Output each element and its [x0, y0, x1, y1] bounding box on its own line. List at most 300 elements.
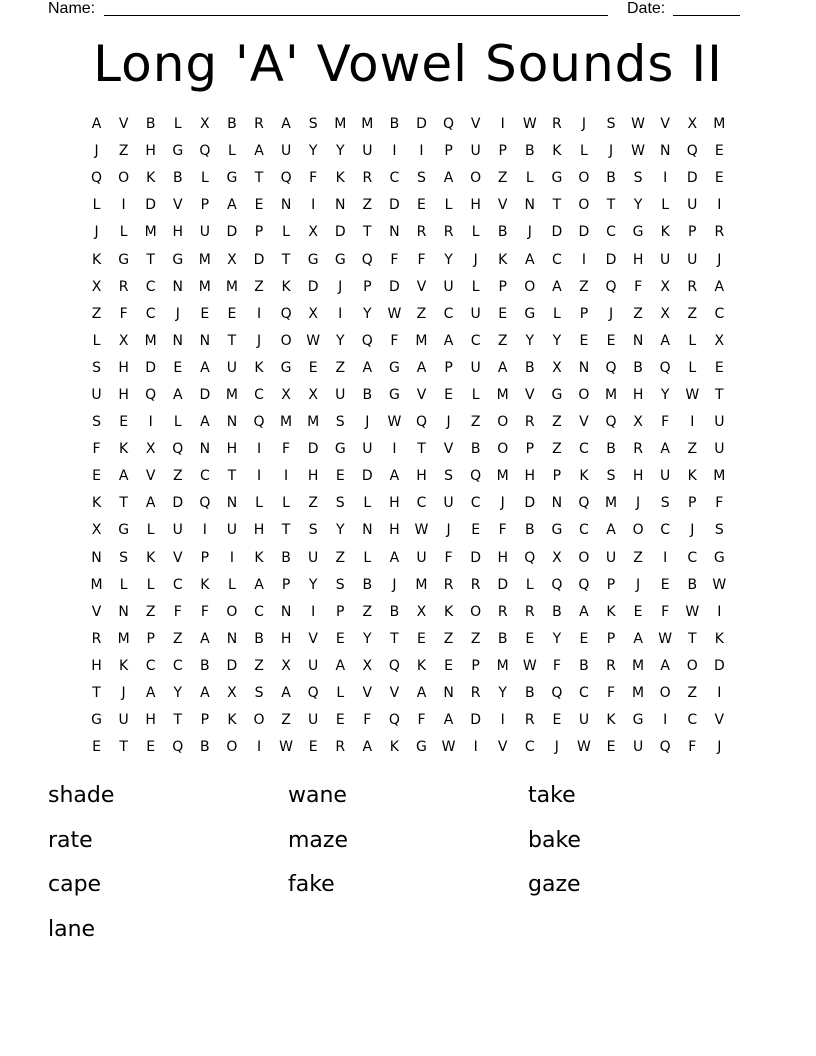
grid-cell[interactable]: P [606, 576, 616, 593]
grid-cell[interactable]: X [633, 414, 643, 431]
grid-cell[interactable]: A [416, 359, 427, 376]
grid-cell[interactable]: L [471, 386, 480, 403]
grid-cell[interactable]: T [281, 251, 291, 268]
grid-cell[interactable]: R [524, 414, 535, 431]
grid-cell[interactable]: C [579, 441, 589, 458]
grid-cell[interactable]: K [687, 468, 697, 485]
grid-cell[interactable]: E [308, 359, 318, 376]
grid-cell[interactable]: J [717, 251, 722, 268]
grid-cell[interactable]: F [390, 251, 399, 268]
grid-cell[interactable]: E [417, 630, 426, 647]
grid-cell[interactable]: B [687, 576, 698, 593]
grid-cell[interactable]: I [229, 549, 234, 566]
grid-cell[interactable]: L [363, 549, 372, 566]
grid-cell[interactable]: F [390, 332, 399, 349]
grid-cell[interactable]: Z [362, 603, 373, 620]
grid-cell[interactable]: C [551, 251, 562, 268]
grid-cell[interactable]: V [362, 685, 373, 702]
grid-cell[interactable]: I [311, 603, 316, 620]
grid-cell[interactable]: T [227, 468, 237, 485]
grid-cell[interactable]: A [443, 170, 454, 187]
grid-cell[interactable]: M [713, 116, 726, 133]
grid-cell[interactable]: M [144, 332, 157, 349]
grid-cell[interactable]: D [226, 657, 238, 674]
grid-cell[interactable]: N [226, 630, 238, 647]
grid-cell[interactable]: J [608, 143, 614, 160]
grid-cell[interactable]: Q [443, 116, 455, 133]
grid-cell[interactable]: N [443, 685, 454, 702]
grid-cell[interactable]: A [227, 197, 237, 214]
grid-cell[interactable]: Z [308, 495, 318, 512]
grid-cell[interactable]: J [365, 414, 370, 431]
grid-cell[interactable]: N [659, 143, 671, 160]
grid-cell[interactable]: Y [363, 305, 372, 322]
grid-cell[interactable]: A [389, 549, 400, 566]
grid-cell[interactable]: Q [172, 739, 184, 756]
grid-cell[interactable]: R [335, 739, 346, 756]
grid-cell[interactable]: D [307, 278, 319, 295]
grid-cell[interactable]: Q [307, 685, 319, 702]
grid-cell[interactable]: J [636, 495, 641, 512]
grid-cell[interactable]: O [497, 441, 509, 458]
grid-cell[interactable]: K [416, 657, 427, 674]
grid-cell[interactable]: Q [280, 305, 292, 322]
grid-cell[interactable]: S [606, 468, 616, 485]
grid-cell[interactable]: U [660, 251, 671, 268]
grid-cell[interactable]: R [524, 603, 535, 620]
grid-cell[interactable]: G [524, 305, 536, 322]
grid-cell[interactable]: R [606, 657, 616, 674]
grid-cell[interactable]: R [91, 630, 102, 647]
grid-cell[interactable]: K [227, 712, 237, 729]
grid-cell[interactable]: W [387, 305, 402, 322]
grid-cell[interactable]: D [172, 495, 184, 512]
grid-cell[interactable]: P [200, 549, 210, 566]
grid-cell[interactable]: J [527, 224, 532, 241]
grid-cell[interactable]: E [606, 739, 616, 756]
grid-cell[interactable]: S [714, 522, 724, 539]
grid-cell[interactable]: J [690, 522, 695, 539]
grid-cell[interactable]: S [444, 468, 453, 485]
grid-cell[interactable]: X [552, 549, 562, 566]
grid-cell[interactable]: F [688, 739, 697, 756]
grid-cell[interactable]: A [579, 603, 589, 620]
grid-cell[interactable]: A [145, 685, 156, 702]
grid-cell[interactable]: G [551, 170, 563, 187]
grid-cell[interactable]: H [253, 522, 265, 539]
grid-cell[interactable]: E [714, 359, 724, 376]
grid-cell[interactable]: M [144, 224, 157, 241]
grid-cell[interactable]: Q [686, 143, 698, 160]
grid-cell[interactable]: K [606, 603, 616, 620]
grid-cell[interactable]: O [578, 549, 590, 566]
grid-cell[interactable]: O [470, 603, 482, 620]
grid-cell[interactable]: W [631, 116, 646, 133]
grid-cell[interactable]: P [471, 657, 480, 674]
grid-cell[interactable]: E [579, 332, 589, 349]
grid-cell[interactable]: T [715, 386, 724, 403]
grid-cell[interactable]: X [362, 657, 373, 674]
grid-cell[interactable]: K [606, 712, 616, 729]
grid-cell[interactable]: Z [416, 305, 427, 322]
grid-cell[interactable]: B [145, 116, 156, 133]
grid-cell[interactable]: Y [308, 576, 318, 593]
grid-cell[interactable]: U [416, 549, 427, 566]
grid-cell[interactable]: F [417, 251, 426, 268]
grid-cell[interactable]: I [663, 712, 668, 729]
grid-cell[interactable]: T [417, 441, 426, 458]
grid-cell[interactable]: Z [335, 549, 346, 566]
grid-cell[interactable]: J [717, 739, 722, 756]
grid-cell[interactable]: E [227, 305, 237, 322]
grid-cell[interactable]: N [280, 197, 292, 214]
grid-cell[interactable]: K [335, 170, 345, 187]
grid-cell[interactable]: D [713, 657, 725, 674]
grid-cell[interactable]: L [92, 332, 101, 349]
grid-cell[interactable]: H [118, 359, 129, 376]
grid-cell[interactable]: B [497, 224, 508, 241]
grid-cell[interactable]: Z [172, 468, 183, 485]
grid-cell[interactable]: Y [660, 386, 670, 403]
grid-cell[interactable]: S [308, 116, 318, 133]
grid-cell[interactable]: E [335, 468, 345, 485]
grid-cell[interactable]: T [146, 251, 155, 268]
grid-cell[interactable]: S [92, 359, 101, 376]
grid-cell[interactable]: A [525, 251, 535, 268]
grid-cell[interactable]: Y [173, 685, 183, 702]
grid-cell[interactable]: U [578, 712, 590, 729]
grid-cell[interactable]: V [416, 386, 427, 403]
grid-cell[interactable]: I [500, 712, 505, 729]
grid-cell[interactable]: D [497, 576, 509, 593]
grid-cell[interactable]: A [660, 332, 670, 349]
grid-cell[interactable]: Z [172, 630, 183, 647]
grid-cell[interactable]: U [687, 251, 698, 268]
grid-cell[interactable]: M [604, 386, 618, 403]
grid-cell[interactable]: A [281, 116, 291, 133]
grid-cell[interactable]: L [525, 576, 534, 593]
grid-cell[interactable]: U [714, 441, 725, 458]
grid-cell[interactable]: Y [335, 143, 345, 160]
grid-cell[interactable]: M [198, 278, 211, 295]
grid-cell[interactable]: D [524, 495, 536, 512]
grid-cell[interactable]: Y [525, 332, 535, 349]
grid-cell[interactable]: L [688, 359, 697, 376]
grid-cell[interactable]: C [579, 522, 589, 539]
grid-cell[interactable]: A [443, 332, 454, 349]
grid-cell[interactable]: E [444, 657, 453, 674]
grid-cell[interactable]: Z [497, 170, 508, 187]
grid-cell[interactable]: G [118, 522, 130, 539]
grid-cell[interactable]: U [199, 224, 210, 241]
grid-cell[interactable]: Z [362, 197, 373, 214]
grid-cell[interactable]: V [497, 739, 508, 756]
grid-cell[interactable]: O [226, 739, 238, 756]
grid-cell[interactable]: P [444, 143, 453, 160]
grid-cell[interactable]: M [496, 657, 509, 674]
grid-cell[interactable]: T [119, 739, 128, 756]
grid-cell[interactable]: I [663, 170, 668, 187]
grid-cell[interactable]: X [416, 603, 427, 620]
grid-cell[interactable]: R [416, 224, 427, 241]
grid-cell[interactable]: R [497, 603, 508, 620]
grid-cell[interactable]: Y [552, 630, 562, 647]
grid-cell[interactable]: G [307, 251, 319, 268]
grid-cell[interactable]: K [660, 224, 670, 241]
grid-cell[interactable]: P [498, 278, 507, 295]
grid-cell[interactable]: K [146, 170, 156, 187]
grid-cell[interactable]: E [146, 739, 156, 756]
grid-cell[interactable]: J [473, 251, 478, 268]
grid-cell[interactable]: A [660, 441, 670, 458]
grid-cell[interactable]: A [606, 522, 616, 539]
grid-cell[interactable]: Y [552, 332, 562, 349]
grid-cell[interactable]: A [416, 685, 427, 702]
grid-cell[interactable]: G [388, 386, 400, 403]
grid-cell[interactable]: B [524, 522, 535, 539]
grid-cell[interactable]: H [280, 630, 292, 647]
grid-cell[interactable]: V [145, 468, 156, 485]
grid-cell[interactable]: B [281, 549, 291, 566]
grid-cell[interactable]: H [632, 386, 644, 403]
grid-cell[interactable]: B [172, 170, 183, 187]
grid-cell[interactable]: E [200, 305, 210, 322]
grid-cell[interactable]: I [392, 143, 397, 160]
grid-cell[interactable]: Z [470, 414, 481, 431]
grid-cell[interactable]: C [470, 332, 481, 349]
grid-cell[interactable]: Q [91, 170, 103, 187]
grid-cell[interactable]: T [552, 197, 562, 214]
grid-cell[interactable]: M [632, 685, 645, 702]
grid-cell[interactable]: X [308, 224, 318, 241]
grid-cell[interactable]: U [308, 549, 319, 566]
grid-cell[interactable]: Q [280, 170, 292, 187]
grid-cell[interactable]: Q [199, 143, 211, 160]
grid-cell[interactable]: L [146, 522, 155, 539]
grid-cell[interactable]: H [91, 657, 102, 674]
grid-cell[interactable]: M [334, 116, 347, 133]
grid-cell[interactable]: E [254, 197, 264, 214]
grid-cell[interactable]: Y [444, 251, 453, 268]
grid-cell[interactable]: V [389, 685, 400, 702]
grid-cell[interactable]: I [500, 116, 505, 133]
grid-cell[interactable]: Z [470, 630, 481, 647]
grid-cell[interactable]: I [121, 197, 126, 214]
grid-cell[interactable]: I [148, 414, 153, 431]
grid-cell[interactable]: G [632, 712, 644, 729]
grid-cell[interactable]: L [173, 116, 182, 133]
grid-cell[interactable]: B [552, 603, 562, 620]
grid-cell[interactable]: A [172, 386, 183, 403]
grid-cell[interactable]: M [632, 657, 645, 674]
grid-cell[interactable]: X [281, 386, 291, 403]
grid-cell[interactable]: A [200, 359, 210, 376]
grid-cell[interactable]: R [254, 116, 264, 133]
grid-cell[interactable]: N [632, 332, 644, 349]
grid-cell[interactable]: S [606, 116, 616, 133]
grid-cell[interactable]: M [713, 468, 726, 485]
grid-cell[interactable]: N [280, 603, 292, 620]
grid-cell[interactable]: H [632, 251, 644, 268]
grid-cell[interactable]: U [91, 386, 102, 403]
grid-cell[interactable]: L [119, 576, 128, 593]
grid-cell[interactable]: E [308, 739, 318, 756]
grid-cell[interactable]: J [392, 576, 397, 593]
grid-cell[interactable]: Q [172, 441, 184, 458]
grid-cell[interactable]: D [470, 712, 482, 729]
grid-cell[interactable]: C [687, 549, 698, 566]
grid-cell[interactable]: N [335, 197, 346, 214]
grid-cell[interactable]: I [202, 522, 207, 539]
grid-cell[interactable]: H [497, 549, 508, 566]
grid-cell[interactable]: K [91, 251, 102, 268]
grid-cell[interactable]: U [226, 359, 238, 376]
grid-cell[interactable]: P [498, 143, 507, 160]
grid-cell[interactable]: U [470, 143, 481, 160]
grid-cell[interactable]: L [200, 170, 209, 187]
grid-cell[interactable]: J [338, 278, 343, 295]
grid-cell[interactable]: P [444, 359, 453, 376]
grid-cell[interactable]: N [226, 414, 238, 431]
grid-cell[interactable]: W [414, 522, 429, 539]
grid-cell[interactable]: I [256, 468, 262, 485]
grid-cell[interactable]: P [579, 305, 589, 322]
grid-cell[interactable]: M [225, 278, 238, 295]
grid-cell[interactable]: O [578, 386, 590, 403]
grid-cell[interactable]: T [173, 712, 183, 729]
grid-cell[interactable]: Q [361, 251, 373, 268]
grid-cell[interactable]: T [363, 224, 372, 241]
grid-cell[interactable]: W [279, 739, 293, 756]
grid-cell[interactable]: B [524, 359, 535, 376]
grid-cell[interactable]: I [663, 549, 668, 566]
grid-cell[interactable]: S [119, 549, 129, 566]
grid-cell[interactable]: X [687, 116, 698, 133]
grid-cell[interactable]: N [362, 522, 373, 539]
grid-cell[interactable]: U [118, 712, 129, 729]
grid-cell[interactable]: I [717, 603, 722, 620]
grid-cell[interactable]: W [685, 386, 700, 403]
grid-cell[interactable]: B [497, 630, 508, 647]
grid-cell[interactable]: E [335, 630, 345, 647]
grid-cell[interactable]: C [145, 278, 156, 295]
grid-cell[interactable]: B [606, 170, 616, 187]
grid-cell[interactable]: Q [388, 712, 400, 729]
grid-cell[interactable]: P [688, 224, 697, 241]
grid-cell[interactable]: L [688, 332, 697, 349]
grid-cell[interactable]: K [119, 657, 129, 674]
grid-cell[interactable]: X [308, 386, 318, 403]
grid-cell[interactable]: X [91, 278, 102, 295]
grid-cell[interactable]: A [335, 657, 346, 674]
grid-cell[interactable]: D [578, 224, 590, 241]
grid-cell[interactable]: N [118, 603, 129, 620]
grid-cell[interactable]: D [470, 549, 482, 566]
grid-cell[interactable]: B [200, 657, 210, 674]
grid-cell[interactable]: L [282, 224, 290, 241]
grid-cell[interactable]: E [471, 522, 481, 539]
grid-cell[interactable]: C [714, 305, 725, 322]
grid-cell[interactable]: J [175, 305, 180, 322]
grid-cell[interactable]: X [227, 685, 237, 702]
grid-cell[interactable]: A [91, 116, 102, 133]
grid-cell[interactable]: A [714, 278, 725, 295]
grid-cell[interactable]: X [118, 332, 129, 349]
grid-cell[interactable]: I [419, 143, 424, 160]
grid-cell[interactable]: Q [659, 359, 671, 376]
grid-cell[interactable]: U [660, 468, 671, 485]
grid-cell[interactable]: V [714, 712, 725, 729]
grid-cell[interactable]: X [660, 305, 670, 322]
grid-cell[interactable]: T [119, 495, 128, 512]
grid-cell[interactable]: U [443, 495, 454, 512]
grid-cell[interactable]: S [254, 685, 264, 702]
grid-cell[interactable]: Y [633, 197, 643, 214]
grid-cell[interactable]: P [200, 712, 210, 729]
grid-cell[interactable]: A [281, 685, 291, 702]
grid-cell[interactable]: O [524, 278, 536, 295]
grid-cell[interactable]: I [338, 305, 343, 322]
grid-cell[interactable]: N [199, 332, 211, 349]
grid-cell[interactable]: R [470, 685, 481, 702]
grid-cell[interactable]: C [199, 468, 210, 485]
grid-cell[interactable]: F [552, 657, 561, 674]
grid-cell[interactable]: X [227, 251, 237, 268]
grid-cell[interactable]: J [446, 414, 451, 431]
grid-cell[interactable]: Z [687, 685, 698, 702]
grid-cell[interactable]: D [226, 224, 238, 241]
grid-cell[interactable]: U [335, 386, 346, 403]
grid-cell[interactable]: B [227, 116, 237, 133]
grid-cell[interactable]: Z [443, 630, 454, 647]
grid-cell[interactable]: K [119, 441, 129, 458]
grid-cell[interactable]: E [92, 468, 101, 485]
grid-cell[interactable]: P [525, 441, 535, 458]
grid-cell[interactable]: E [660, 576, 670, 593]
grid-cell[interactable]: V [416, 278, 427, 295]
grid-cell[interactable]: K [200, 576, 210, 593]
grid-cell[interactable]: I [392, 441, 397, 458]
grid-cell[interactable]: M [280, 414, 293, 431]
grid-cell[interactable]: K [443, 603, 454, 620]
grid-cell[interactable]: D [361, 468, 373, 485]
grid-cell[interactable]: F [200, 603, 209, 620]
grid-cell[interactable]: R [714, 224, 725, 241]
grid-cell[interactable]: O [632, 522, 644, 539]
grid-cell[interactable]: U [470, 305, 481, 322]
grid-cell[interactable]: Z [335, 359, 346, 376]
grid-cell[interactable]: D [389, 197, 400, 214]
grid-cell[interactable]: H [226, 441, 238, 458]
grid-cell[interactable]: Y [335, 522, 345, 539]
grid-cell[interactable]: B [362, 576, 373, 593]
grid-cell[interactable]: E [335, 712, 345, 729]
grid-cell[interactable]: J [581, 116, 587, 133]
grid-cell[interactable]: S [92, 414, 101, 431]
grid-cell[interactable]: Q [659, 739, 671, 756]
grid-cell[interactable]: A [200, 685, 210, 702]
grid-cell[interactable]: U [605, 549, 617, 566]
grid-cell[interactable]: V [91, 603, 102, 620]
grid-cell[interactable]: M [198, 251, 211, 268]
grid-cell[interactable]: G [713, 549, 725, 566]
grid-cell[interactable]: M [496, 468, 509, 485]
grid-cell[interactable]: T [227, 332, 237, 349]
grid-cell[interactable]: Y [363, 630, 372, 647]
grid-cell[interactable]: X [200, 116, 210, 133]
grid-cell[interactable]: I [256, 305, 262, 322]
grid-cell[interactable]: D [686, 170, 698, 187]
